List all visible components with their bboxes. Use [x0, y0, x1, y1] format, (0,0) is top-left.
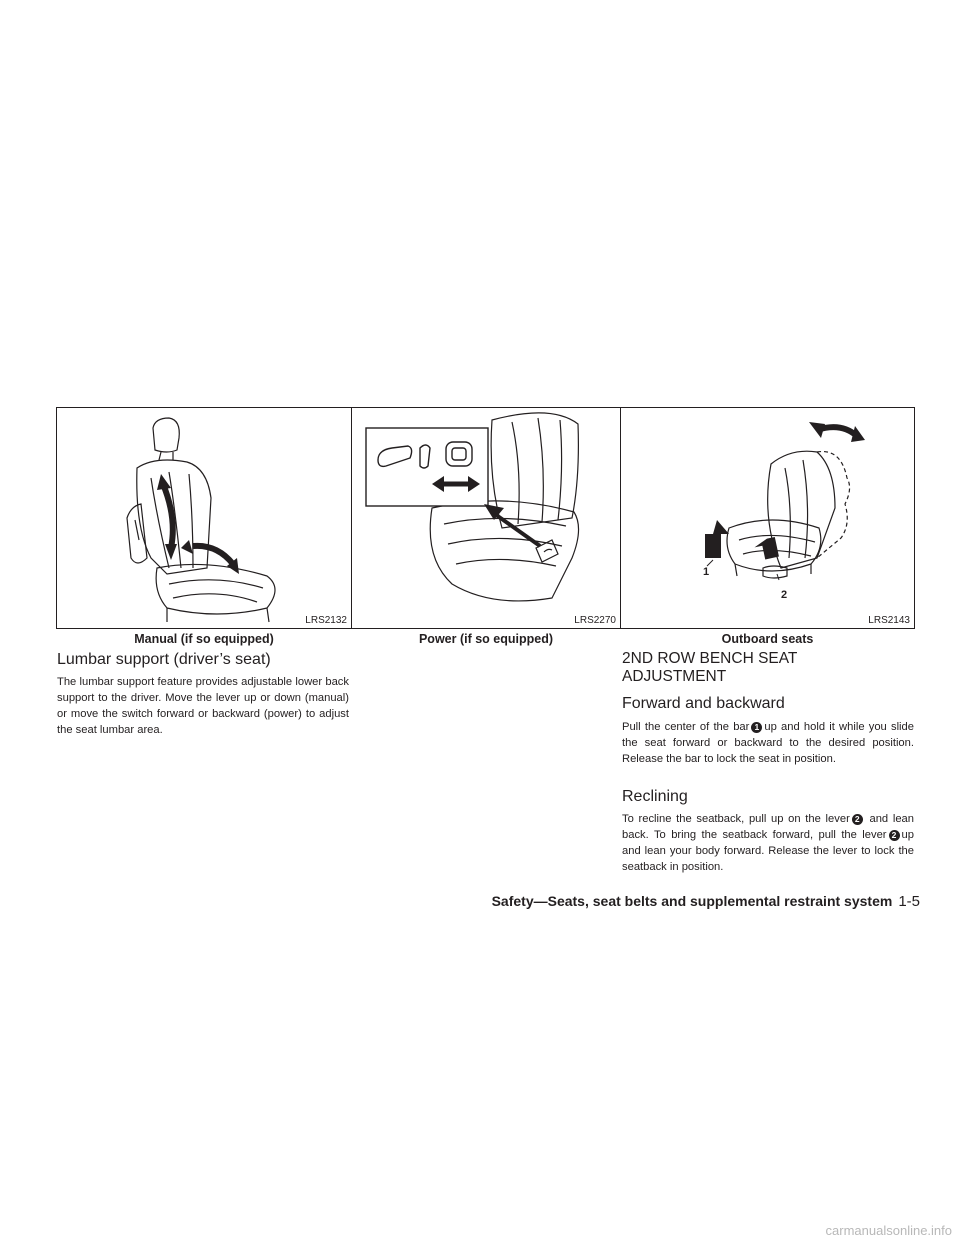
bench-heading-line1: 2ND ROW BENCH SEAT [622, 650, 798, 667]
reclining-text-1: To recline the seatback, pull up on the lever [622, 813, 850, 825]
watermark: carmanualsonline.info [825, 1223, 952, 1238]
lumbar-body: The lumbar support feature provides adjustable lower back support to the driver. Move the lever up or down (manual) or move the switch forward or backward (power) to adjust the seat lumbar area. [57, 676, 349, 736]
callout-1: 1 [703, 566, 710, 578]
manual-seat-illustration [57, 408, 352, 629]
marker-1: 1 [751, 722, 762, 733]
callout-2: 2 [781, 589, 788, 601]
forward-heading: Forward and backward [622, 695, 785, 712]
figure-code: LRS2270 [574, 615, 616, 626]
forward-body [622, 719, 914, 767]
forward-text-before: Pull the center of the bar [622, 721, 750, 733]
page-number: 1-5 [898, 893, 920, 910]
marker-2: 2 [852, 814, 863, 825]
power-seat-illustration [352, 408, 621, 629]
figure-caption: Power (if so equipped) [418, 632, 554, 646]
forward-text-after: up and hold it while you slide the seat forward or backward to the desired position. Release the bar to lock the seat in position. [622, 721, 914, 765]
figure-code: LRS2143 [868, 615, 910, 626]
bench-heading-line2: ADJUSTMENT [622, 668, 727, 685]
reclining-heading: Reclining [622, 788, 688, 805]
figure-caption: Outboard seats [721, 632, 814, 646]
reclining-body [622, 811, 914, 875]
figure-code: LRS2132 [305, 615, 347, 626]
figure-manual-lumbar [56, 407, 352, 629]
footer-section-title: Safety—Seats, seat belts and supplemental restraint system [491, 893, 893, 909]
reclining-text-2: and lean back. To bring the seatback forward, pull the lever [622, 813, 914, 841]
figure-outboard-seats [620, 407, 915, 629]
figure-caption: Manual (if so equipped) [134, 632, 274, 646]
lumbar-heading: Lumbar support (driver’s seat) [57, 651, 271, 668]
bench-seat-illustration [621, 408, 915, 629]
reclining-text-3: up and lean your body forward. Release the lever to lock the seatback in position. [622, 829, 914, 873]
bench-heading [622, 650, 918, 686]
page-footer [468, 893, 920, 910]
marker-2: 2 [889, 830, 900, 841]
figure-power-lumbar [351, 407, 621, 629]
